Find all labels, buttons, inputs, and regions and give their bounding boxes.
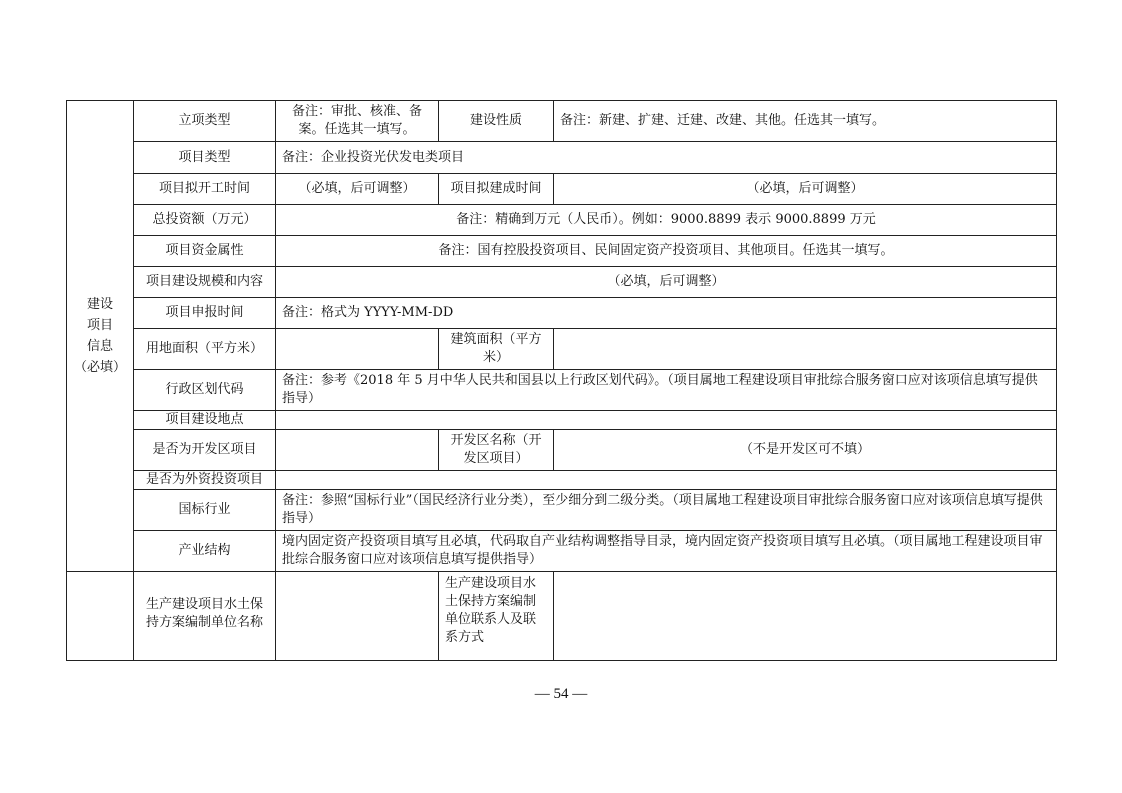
- project-info-table: [66, 100, 1057, 661]
- label-land-area: 用地面积（平方米）: [134, 329, 276, 370]
- label-division-code: 行政区划代码: [134, 370, 276, 411]
- field-start-time[interactable]: （必填，后可调整）: [276, 174, 439, 205]
- field-land-area[interactable]: [276, 329, 439, 370]
- field-division-code[interactable]: 备注：参考《2018 年 5 月中华人民共和国县以上行政区划代码》。（项目属地工程建设项目审批综合服务窗口应对该项信息填写提供指导）: [276, 370, 1057, 411]
- row-start-time: [67, 174, 1057, 205]
- label-total-investment: 总投资额（万元）: [134, 205, 276, 236]
- section-label-construction-info: 建设 项目 信息 （必填）: [67, 101, 134, 572]
- field-construction-nature[interactable]: 备注：新建、扩建、迁建、改建、其他。任选其一填写。: [554, 101, 1057, 142]
- label-building-area: 建筑面积（平方米）: [439, 329, 554, 370]
- label-completion-time: 项目拟建成时间: [439, 174, 554, 205]
- field-industry[interactable]: 备注：参照“国标行业”（国民经济行业分类），至少细分到二级分类。（项目属地工程建设项目审批综合服务窗口应对该项信息填写提供指导）: [276, 490, 1057, 531]
- label-compiler-name: 生产建设项目水土保持方案编制单位名称: [134, 572, 276, 661]
- field-compiler-name[interactable]: [276, 572, 439, 661]
- label-fund-attribute: 项目资金属性: [134, 236, 276, 267]
- row-project-type: [67, 101, 1057, 142]
- label-foreign-investment: 是否为外资投资项目: [134, 471, 276, 490]
- label-construction-nature: 建设性质: [439, 101, 554, 142]
- row-total-investment: [67, 205, 1057, 236]
- label-dev-zone-name: 开发区名称（开发区项目）: [439, 430, 554, 471]
- label-dev-zone: 是否为开发区项目: [134, 430, 276, 471]
- section-label-blank: [67, 572, 134, 661]
- row-scale-content: [67, 267, 1057, 298]
- row-compiler: [67, 572, 1057, 661]
- label-industry-structure: 产业结构: [134, 531, 276, 572]
- field-industry-structure[interactable]: 境内固定资产投资项目填写且必填，代码取自产业结构调整指导目录，境内固定资产投资项目填写且必填。（项目属地工程建设项目审批综合服务窗口应对该项信息填写提供指导）: [276, 531, 1057, 572]
- row-division-code: [67, 370, 1057, 411]
- field-compiler-contact[interactable]: [554, 572, 1057, 661]
- page-number: — 54 —: [534, 686, 588, 702]
- label-compiler-contact: 生产建设项目水土保持方案编制单位联系人及联系方式: [439, 572, 554, 661]
- label-location: 项目建设地点: [134, 411, 276, 430]
- field-project-category[interactable]: 备注：企业投资光伏发电类项目: [276, 142, 1057, 174]
- field-foreign-investment[interactable]: [276, 471, 1057, 490]
- row-foreign-investment: [67, 471, 1057, 490]
- label-project-category: 项目类型: [134, 142, 276, 174]
- row-declare-time: [67, 298, 1057, 329]
- label-start-time: 项目拟开工时间: [134, 174, 276, 205]
- row-industry-structure: [67, 531, 1057, 572]
- field-dev-zone[interactable]: [276, 430, 439, 471]
- field-total-investment[interactable]: 备注：精确到万元（人民币）。例如：9000.8899 表示 9000.8899 万元: [276, 205, 1057, 236]
- row-location: [67, 411, 1057, 430]
- row-fund-attribute: [67, 236, 1057, 267]
- row-industry: [67, 490, 1057, 531]
- label-industry: 国标行业: [134, 490, 276, 531]
- field-fund-attribute[interactable]: 备注：国有控股投资项目、民间固定资产投资项目、其他项目。任选其一填写。: [276, 236, 1057, 267]
- field-building-area[interactable]: [554, 329, 1057, 370]
- field-location[interactable]: [276, 411, 1057, 430]
- row-dev-zone: [67, 430, 1057, 471]
- field-scale-content[interactable]: （必填，后可调整）: [276, 267, 1057, 298]
- field-dev-zone-name[interactable]: （不是开发区可不填）: [554, 430, 1057, 471]
- field-project-type[interactable]: 备注：审批、核准、备案。任选其一填写。: [276, 101, 439, 142]
- row-project-category: [67, 142, 1057, 174]
- label-scale-content: 项目建设规模和内容: [134, 267, 276, 298]
- row-land-area: [67, 329, 1057, 370]
- field-declare-time[interactable]: 备注：格式为 YYYY-MM-DD: [276, 298, 1057, 329]
- label-project-type: 立项类型: [134, 101, 276, 142]
- label-declare-time: 项目申报时间: [134, 298, 276, 329]
- field-completion-time[interactable]: （必填，后可调整）: [554, 174, 1057, 205]
